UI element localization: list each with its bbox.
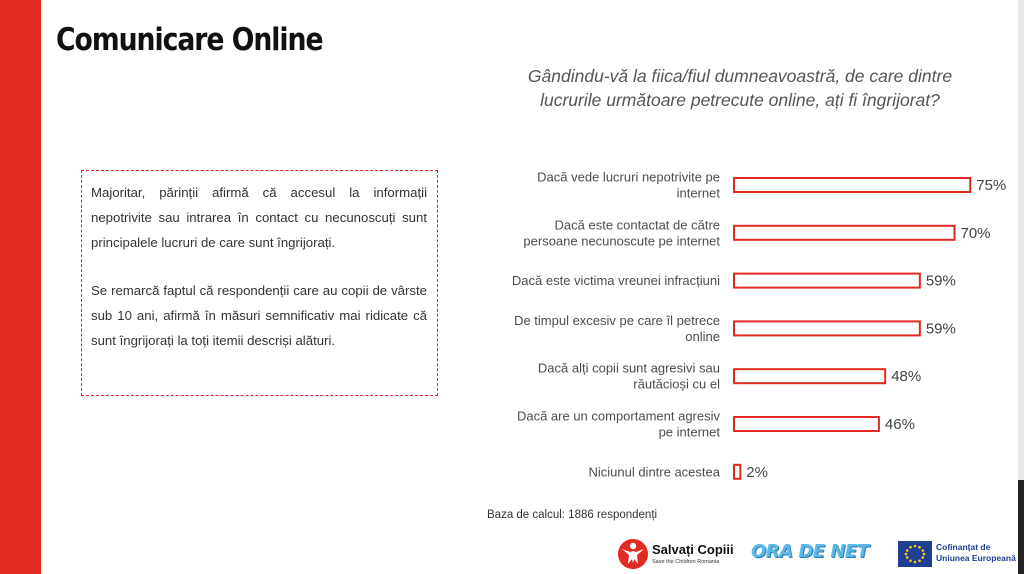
category-label: persoane necunoscute pe internet <box>523 233 720 249</box>
bar <box>734 417 879 431</box>
data-label: 2% <box>746 463 768 481</box>
category-label: Dacă alți copii sunt agresivi sau <box>537 360 720 376</box>
base-note: Baza de calcul: 1886 respondenți <box>487 509 658 521</box>
salvati-copiii-name: Salvați Copiii <box>652 542 734 557</box>
bar <box>734 274 920 288</box>
salvati-copiii-logo <box>618 538 738 572</box>
eu-flag-icon <box>898 541 932 567</box>
category-label: internet <box>676 185 720 201</box>
data-label: 46% <box>884 416 915 433</box>
summary-box <box>81 170 438 396</box>
bar <box>734 226 955 240</box>
category-label: De timpul excesiv pe care îl petrece <box>514 312 720 328</box>
category-label: răutăcioși cu el <box>633 376 720 392</box>
left-accent-band <box>0 0 41 574</box>
category-label: Niciunul dintre acestea <box>588 464 720 480</box>
category-label: Dacă are un comportament agresiv <box>516 408 720 424</box>
eu-line-1: Cofinanțat de <box>936 542 991 552</box>
summary-paragraph-2: Se remarcă faptul că respondenții care au copii de vârste sub 10 ani, afirmă în măsuri semnificativ mai ridicate că sunt îngrijorați la toți itemii descriși alături. <box>91 283 427 348</box>
save-the-children-icon <box>618 538 648 570</box>
summary-paragraph-1: Majoritar, părinții afirmă că accesul la informații nepotrivite sau intrarea în contact cu necunoscuți sunt principalele lucruri de care sunt îngrijorați. <box>91 185 427 250</box>
data-label: 59% <box>925 272 956 290</box>
eu-cofunding-logo <box>898 541 1018 569</box>
data-label: 48% <box>891 368 922 386</box>
data-label: 70% <box>960 224 991 242</box>
salvati-copiii-sub: Save the Children Romania <box>652 559 720 565</box>
category-label: pe internet <box>658 424 720 440</box>
category-label: online <box>685 328 720 344</box>
chart-title: Gândindu-vă la fiica/fiul dumneavoastră, de care dintre lucrurile următoare petrecute online, ați fi îngrijorat? <box>527 66 953 110</box>
bar <box>734 465 740 479</box>
category-label: Dacă vede lucruri nepotrivite pe <box>537 169 720 185</box>
data-label: 59% <box>925 320 956 338</box>
category-label: Dacă este victima vreunei infracțiuni <box>511 273 720 289</box>
right-edge-strip-dark <box>1018 480 1024 574</box>
bar <box>734 369 885 383</box>
eu-line-2: Uniunea Europeană <box>936 553 1016 563</box>
bar <box>734 178 970 192</box>
ora-de-net-logo: ORA DE NET <box>751 541 869 562</box>
data-label: 75% <box>976 177 1007 194</box>
page-title: Comunicare Online <box>56 22 323 58</box>
category-label: Dacă este contactat de către <box>554 217 720 233</box>
bar <box>734 321 920 335</box>
bar-chart <box>470 160 1010 490</box>
